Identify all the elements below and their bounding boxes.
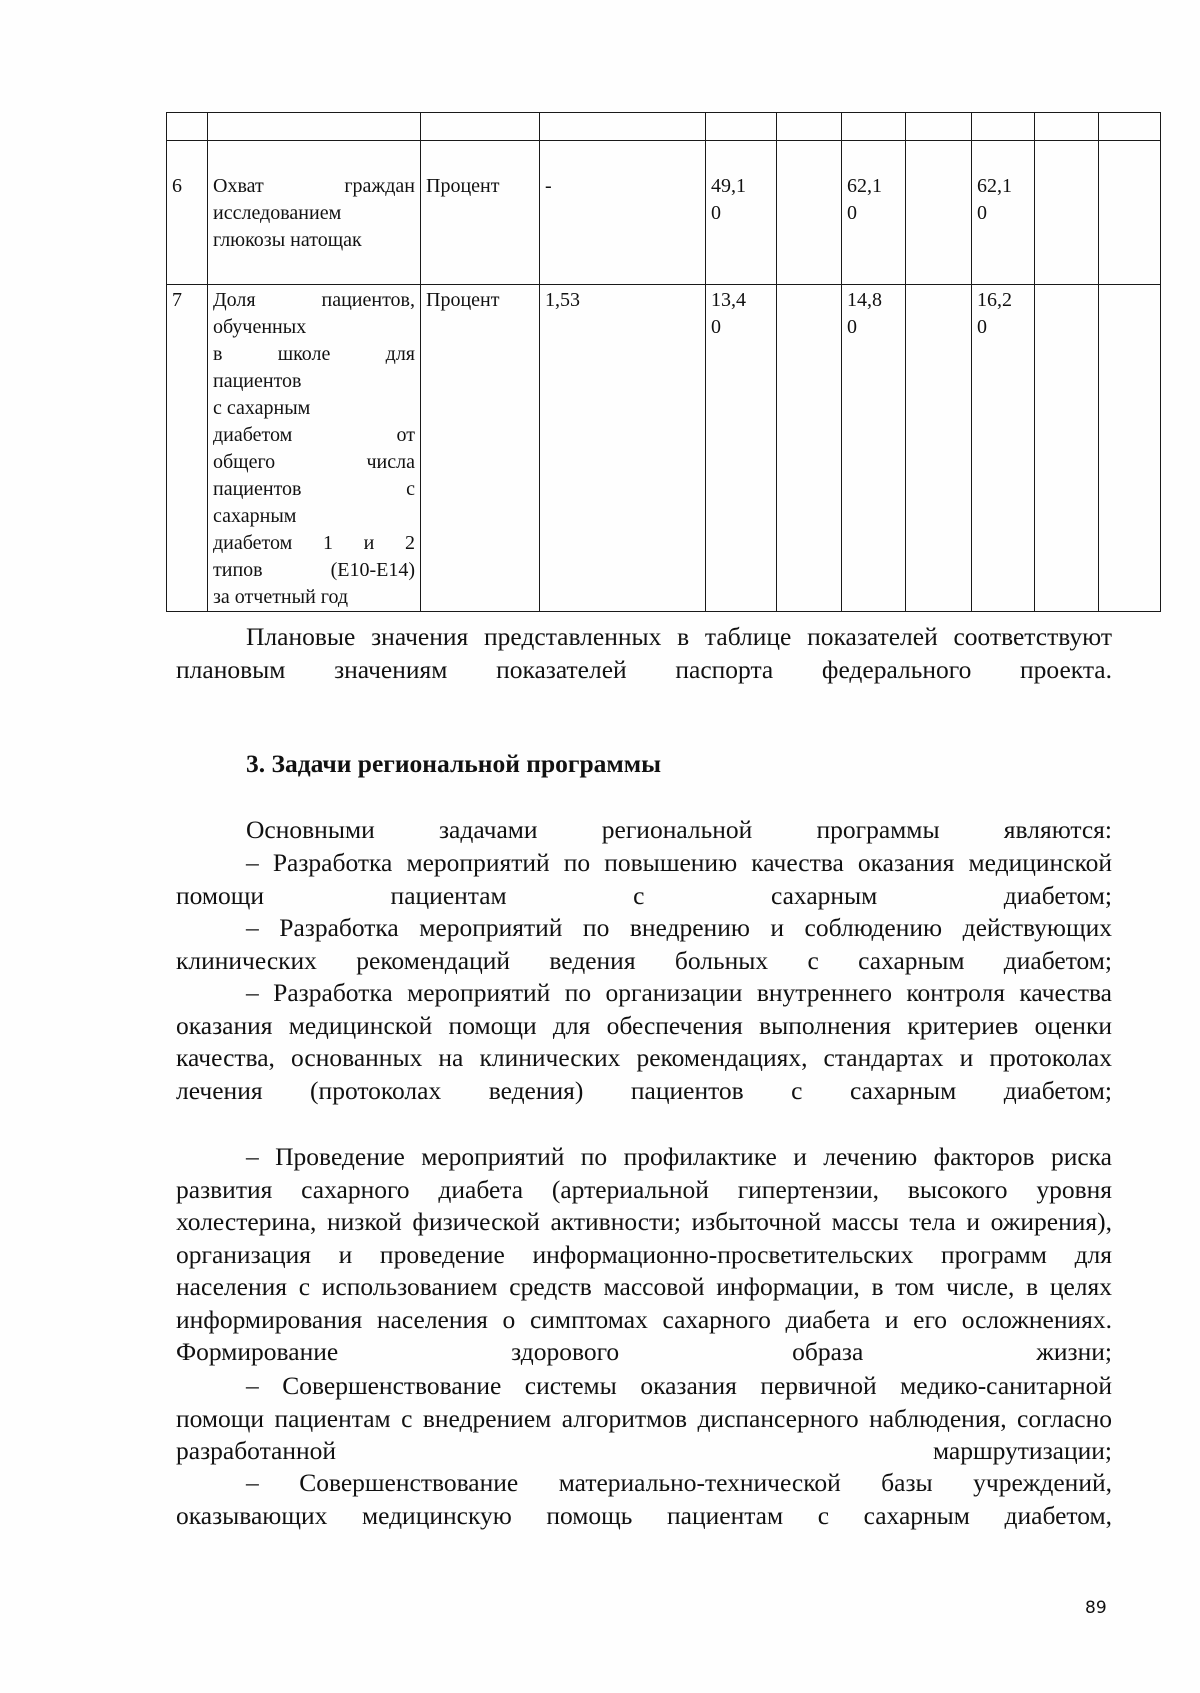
value-cell bbox=[906, 141, 972, 285]
task-item: – Проведение мероприятий по профилактике и лечению факторов риска развития сахарного диабета (артериальной гипертензии, высокого уровня холестерина, низкой физической активности; избыточной массы тела и ожирения), организация и проведение информационно-просветительских программ для населения с использованием средств массовой информации, в том числе, в целях информирования населения о симптомах сахарного диабета и его осложнениях. Формирование здорового образа жизни; bbox=[176, 1142, 1112, 1366]
table-cell bbox=[1099, 113, 1161, 141]
task-item: – Совершенствование системы оказания первичной медико-санитарной помощи пациентам с внедрением алгоритмов диспансерного наблюдения, согласно разработанной маршрутизации; bbox=[176, 1371, 1112, 1465]
table-cell bbox=[1035, 113, 1099, 141]
task-item: – Разработка мероприятий по повышению качества оказания медицинской помощи пациентам с сахарным диабетом; bbox=[176, 848, 1112, 910]
task-item: – Совершенствование материально-технической базы учреждений, оказывающих медицинскую помощь пациентам с сахарным диабетом, bbox=[176, 1468, 1112, 1530]
base-value-cell: - bbox=[540, 141, 706, 285]
table-cell bbox=[972, 113, 1035, 141]
value-cell: 16,2 0 bbox=[972, 285, 1035, 612]
unit-cell: Процент bbox=[421, 141, 540, 285]
unit-cell: Процент bbox=[421, 285, 540, 612]
paragraph: Плановые значения представленных в таблице показателей соответствуют плановым значениям показателей паспорта федерального проекта. bbox=[176, 622, 1112, 684]
table-cell bbox=[421, 113, 540, 141]
tasks-intro: Основными задачами региональной программы являются: bbox=[246, 815, 1112, 844]
table-cell bbox=[208, 113, 421, 141]
indicator-name bbox=[208, 285, 421, 612]
table-cell bbox=[1099, 285, 1161, 612]
base-value-cell: 1,53 bbox=[540, 285, 706, 612]
table-cell bbox=[1099, 141, 1161, 285]
table-row bbox=[167, 141, 1161, 285]
page-number: 89 bbox=[1085, 1598, 1107, 1618]
table-header-row bbox=[167, 113, 1161, 141]
value-cell bbox=[1035, 285, 1099, 612]
section-heading: 3. Задачи региональной программы bbox=[246, 749, 662, 778]
indicators-table bbox=[166, 112, 1161, 612]
indicator-name bbox=[208, 141, 421, 285]
table-cell bbox=[906, 113, 972, 141]
table-cell bbox=[777, 113, 842, 141]
table-cell bbox=[842, 113, 906, 141]
row-number: 7 bbox=[167, 285, 208, 612]
table-row bbox=[167, 285, 1161, 612]
value-cell bbox=[906, 285, 972, 612]
value-cell bbox=[777, 285, 842, 612]
value-cell bbox=[1035, 141, 1099, 285]
value-cell: 14,8 0 bbox=[842, 285, 906, 612]
task-item: – Разработка мероприятий по внедрению и соблюдению действующих клинических рекомендаций ведения больных с сахарным диабетом; bbox=[176, 913, 1112, 975]
value-cell: 62,1 0 bbox=[972, 141, 1035, 285]
row-number: 6 bbox=[167, 141, 208, 285]
indicator-text: Охват граждан исследованием глюкозы натощак bbox=[213, 175, 415, 251]
value-cell: 13,4 0 bbox=[706, 285, 777, 612]
value-cell: 62,1 0 bbox=[842, 141, 906, 285]
task-item: – Разработка мероприятий по организации внутреннего контроля качества оказания медицинской помощи для обеспечения выполнения критериев оценки качества, основанных на клинических рекомендациях, стандартах и протоколах лечения (протоколах ведения) пациентов с сахарным диабетом; bbox=[176, 978, 1112, 1105]
table-cell bbox=[540, 113, 706, 141]
value-cell: 49,1 0 bbox=[706, 141, 777, 285]
table-cell bbox=[706, 113, 777, 141]
indicator-text: Доля пациентов, обученных в школе для пациентов с сахарным диабетом от общего числа пациентов с сахарным диабетом 1 и 2 типов (Е10-Е14) за отчетный год bbox=[213, 289, 415, 608]
value-cell bbox=[777, 141, 842, 285]
table-cell bbox=[167, 113, 208, 141]
